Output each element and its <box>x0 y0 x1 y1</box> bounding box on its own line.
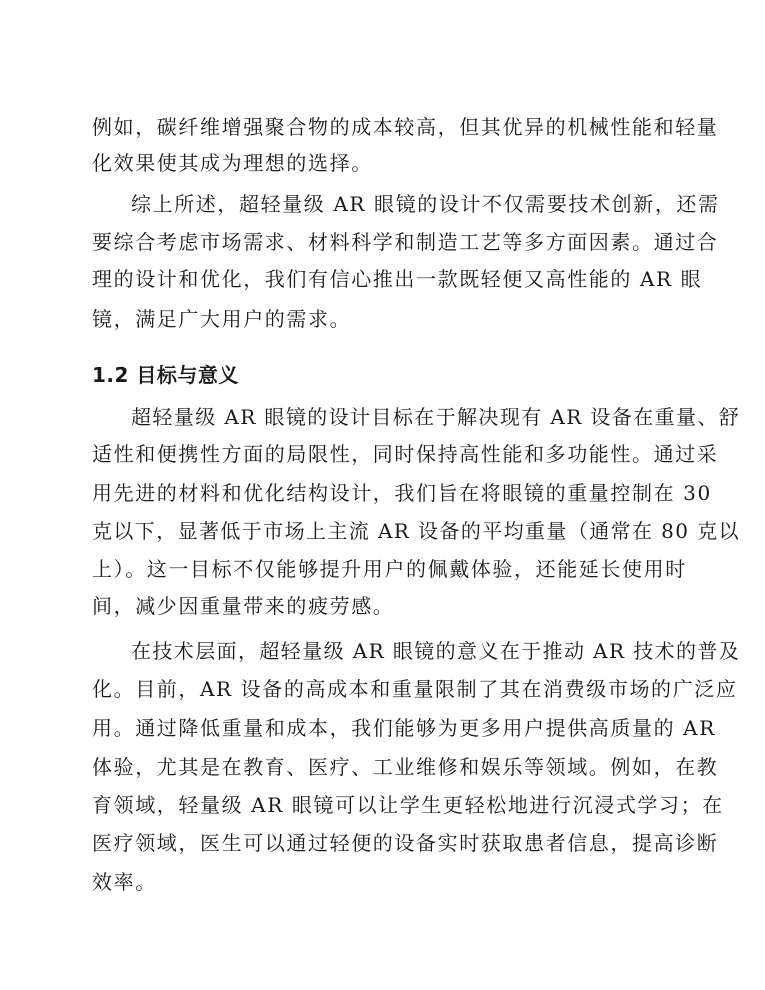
goal-line-3: 用先进的材料和优化结构设计，我们旨在将眼镜的重量控制在 30 <box>92 481 712 505</box>
significance-line-1: 在技术层面，超轻量级 AR 眼镜的意义在于推动 AR 技术的普及 <box>131 639 741 663</box>
goal-line-6: 间，减少因重量带来的疲劳感。 <box>92 594 395 618</box>
goal-line-5: 上）。这一目标不仅能够提升用户的佩戴体验，还能延长使用时 <box>92 557 687 581</box>
summary-line-2: 要综合考虑市场需求、材料科学和制造工艺等多方面因素。通过合 <box>92 230 719 254</box>
significance-line-7: 效率。 <box>92 870 157 894</box>
goal-line-1: 超轻量级 AR 眼镜的设计目标在于解决现有 AR 设备在重量、舒 <box>131 405 741 429</box>
goal-line-4: 克以下，显著低于市场上主流 AR 设备的平均重量（通常在 80 克以 <box>92 519 740 543</box>
summary-line-4: 镜，满足广大用户的需求。 <box>92 307 352 331</box>
significance-line-5: 育领域，轻量级 AR 眼镜可以让学生更轻松地进行沉浸式学习；在 <box>92 793 724 817</box>
significance-line-6: 医疗领域，医生可以通过轻便的设备实时获取患者信息，提高诊断 <box>92 831 719 855</box>
summary-line-3: 理的设计和优化，我们有信心推出一款既轻便又高性能的 AR 眼 <box>92 267 703 291</box>
significance-line-4: 体验，尤其是在教育、医疗、工业维修和娱乐等领域。例如，在教 <box>92 755 719 779</box>
intro-line-1: 例如，碳纤维增强聚合物的成本较高，但其优异的机械性能和轻量 <box>92 115 719 139</box>
summary-line-1: 综上所述，超轻量级 AR 眼镜的设计不仅需要技术创新，还需 <box>131 192 720 216</box>
intro-line-2: 化效果使其成为理想的选择。 <box>92 151 373 175</box>
significance-line-2: 化。目前，AR 设备的高成本和重量限制了其在消费级市场的广泛应 <box>92 677 738 701</box>
section-heading: 1.2 目标与意义 <box>92 363 239 387</box>
goal-line-2: 适性和便携性方面的局限性，同时保持高性能和多功能性。通过采 <box>92 442 719 466</box>
significance-line-3: 用。通过降低重量和成本，我们能够为更多用户提供高质量的 AR <box>92 716 716 740</box>
